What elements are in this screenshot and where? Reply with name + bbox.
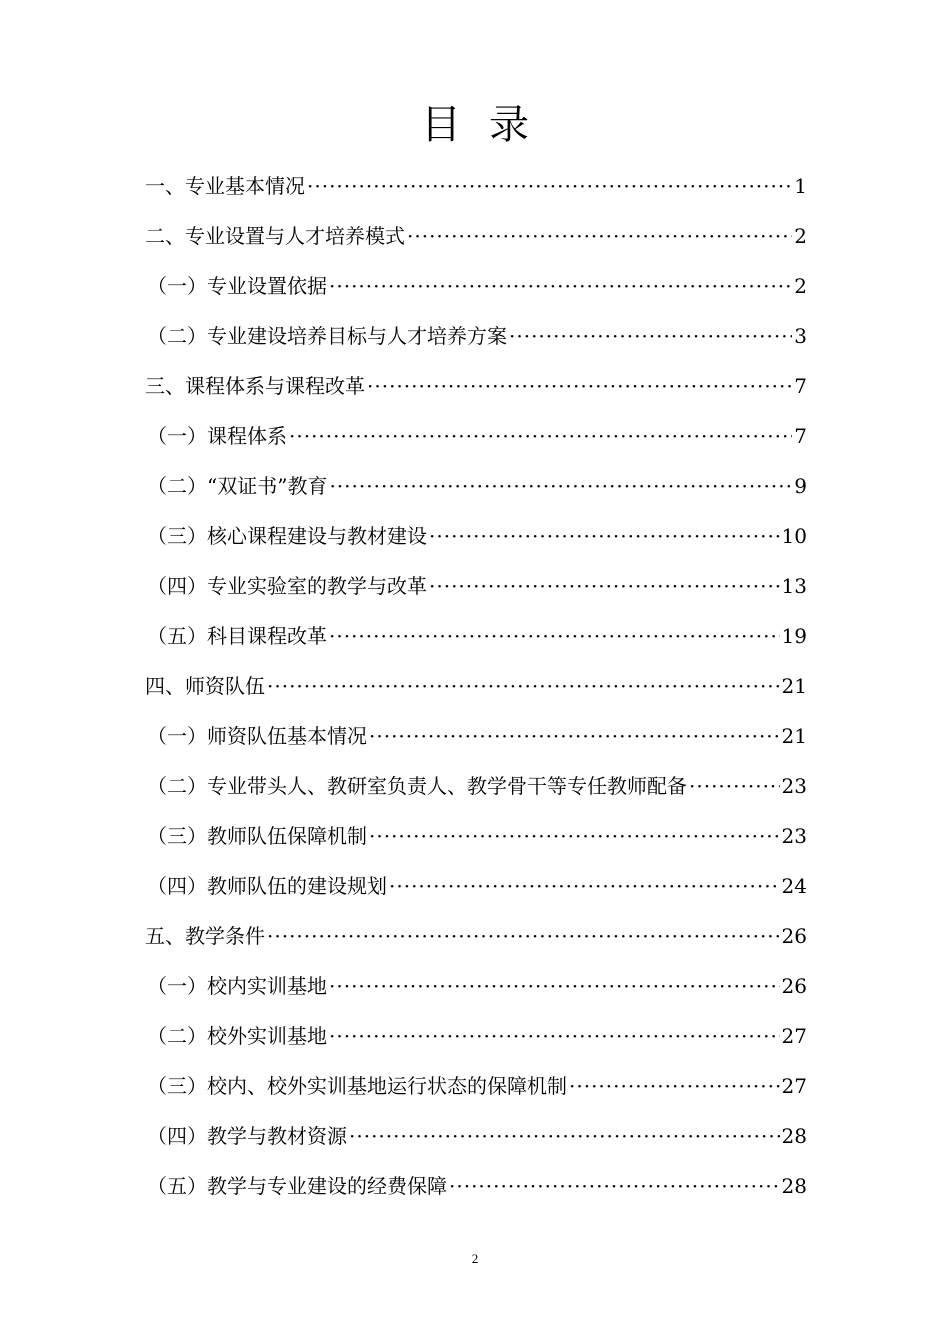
page-title: 目录 <box>421 102 557 148</box>
toc-dot-leader <box>449 1164 780 1208</box>
toc-entry-title: （二）“双证书”教育 <box>147 474 328 498</box>
toc-dot-leader <box>329 964 780 1008</box>
toc-entry-title: （一）师资队伍基本情况 <box>147 724 367 748</box>
toc-entry-page: 7 <box>794 424 807 448</box>
toc-entry-page: 23 <box>781 824 807 848</box>
toc-entry-title: （五）科目课程改革 <box>147 624 327 648</box>
toc-entry[interactable] <box>145 764 807 814</box>
toc-dot-leader <box>267 914 780 958</box>
toc-entry[interactable] <box>145 1164 807 1214</box>
toc-entry-title: （五）教学与专业建设的经费保障 <box>147 1174 447 1198</box>
toc-entry[interactable] <box>145 1114 807 1164</box>
toc-entry[interactable] <box>145 364 807 414</box>
toc-entry[interactable] <box>145 814 807 864</box>
toc-entry-title: （三）教师队伍保障机制 <box>147 824 367 848</box>
toc-entry[interactable] <box>145 714 807 764</box>
toc-entry-page: 2 <box>794 224 807 248</box>
toc-entry-title: 五、教学条件 <box>145 924 265 948</box>
toc-entry-title: （四）专业实验室的教学与改革 <box>147 574 427 598</box>
toc-dot-leader <box>289 414 792 458</box>
toc-entry-title: （二）校外实训基地 <box>147 1024 327 1048</box>
toc-entry-title: 三、课程体系与课程改革 <box>145 374 365 398</box>
toc-dot-leader <box>367 364 792 408</box>
toc-dot-leader <box>267 664 780 708</box>
toc-entry-title: （二）专业带头人、教研室负责人、教学骨干等专任教师配备 <box>147 774 687 798</box>
toc-entry[interactable] <box>145 214 807 264</box>
toc-entry[interactable] <box>145 414 807 464</box>
toc-entry-title: （四）教学与教材资源 <box>147 1124 347 1148</box>
toc-entry-page: 10 <box>781 524 807 548</box>
toc-entry-page: 2 <box>794 274 807 298</box>
toc-entry-page: 19 <box>781 624 807 648</box>
toc-dot-leader <box>429 564 780 608</box>
toc-entry-page: 23 <box>781 774 807 798</box>
toc-entry-page: 13 <box>781 574 807 598</box>
toc-entry-page: 26 <box>781 924 807 948</box>
toc-entry[interactable] <box>145 1064 807 1114</box>
toc-entry-title: （二）专业建设培养目标与人才培养方案 <box>147 324 507 348</box>
toc-entry-title: 四、师资队伍 <box>145 674 265 698</box>
page-number: 2 <box>471 1251 479 1266</box>
toc-entry-title: （一）课程体系 <box>147 424 287 448</box>
toc-dot-leader <box>329 614 780 658</box>
toc-entry[interactable] <box>145 164 807 214</box>
toc-dot-leader <box>369 814 780 858</box>
toc-dot-leader <box>389 864 780 908</box>
toc-dot-leader <box>329 1014 780 1058</box>
toc-entry-page: 1 <box>794 174 807 198</box>
toc-entry-page: 27 <box>781 1074 807 1098</box>
toc-entry-page: 24 <box>781 874 807 898</box>
toc-entry-page: 21 <box>781 674 807 698</box>
toc-entry-page: 26 <box>781 974 807 998</box>
toc-entry-page: 28 <box>781 1124 807 1148</box>
toc-dot-leader <box>509 314 792 358</box>
toc-dot-leader <box>369 714 780 758</box>
toc-entry-title: （一）校内实训基地 <box>147 974 327 998</box>
toc-entry-title: （三）核心课程建设与教材建设 <box>147 524 427 548</box>
toc-entry[interactable] <box>145 664 807 714</box>
toc-entry[interactable] <box>145 964 807 1014</box>
toc-dot-leader <box>307 164 792 208</box>
toc-dot-leader <box>569 1064 780 1108</box>
toc-entry[interactable] <box>145 1014 807 1064</box>
toc-entry-page: 3 <box>794 324 807 348</box>
toc-entry-title: （四）教师队伍的建设规划 <box>147 874 387 898</box>
toc-entry-title: 二、专业设置与人才培养模式 <box>145 224 405 248</box>
toc-dot-leader <box>349 1114 780 1158</box>
toc-entry-page: 9 <box>794 474 807 498</box>
toc-entry[interactable] <box>145 264 807 314</box>
toc-entry-title: （三）校内、校外实训基地运行状态的保障机制 <box>147 1074 567 1098</box>
toc-dot-leader <box>329 264 792 308</box>
toc-entry[interactable] <box>145 864 807 914</box>
toc-dot-leader <box>429 514 780 558</box>
toc-entry[interactable] <box>145 464 807 514</box>
toc-entry-page: 27 <box>781 1024 807 1048</box>
toc-entry[interactable] <box>145 614 807 664</box>
toc-entry[interactable] <box>145 914 807 964</box>
toc-dot-leader <box>329 464 792 508</box>
toc-dot-leader <box>407 214 792 258</box>
toc-entry-page: 28 <box>781 1174 807 1198</box>
toc-entry-title: 一、专业基本情况 <box>145 174 305 198</box>
toc-entry[interactable] <box>145 514 807 564</box>
toc-entry[interactable] <box>145 564 807 614</box>
toc-entry-title: （一）专业设置依据 <box>147 274 327 298</box>
table-of-contents <box>145 164 807 1214</box>
toc-dot-leader <box>689 764 780 808</box>
toc-entry-page: 7 <box>794 374 807 398</box>
toc-entry-page: 21 <box>781 724 807 748</box>
toc-entry[interactable] <box>145 314 807 364</box>
